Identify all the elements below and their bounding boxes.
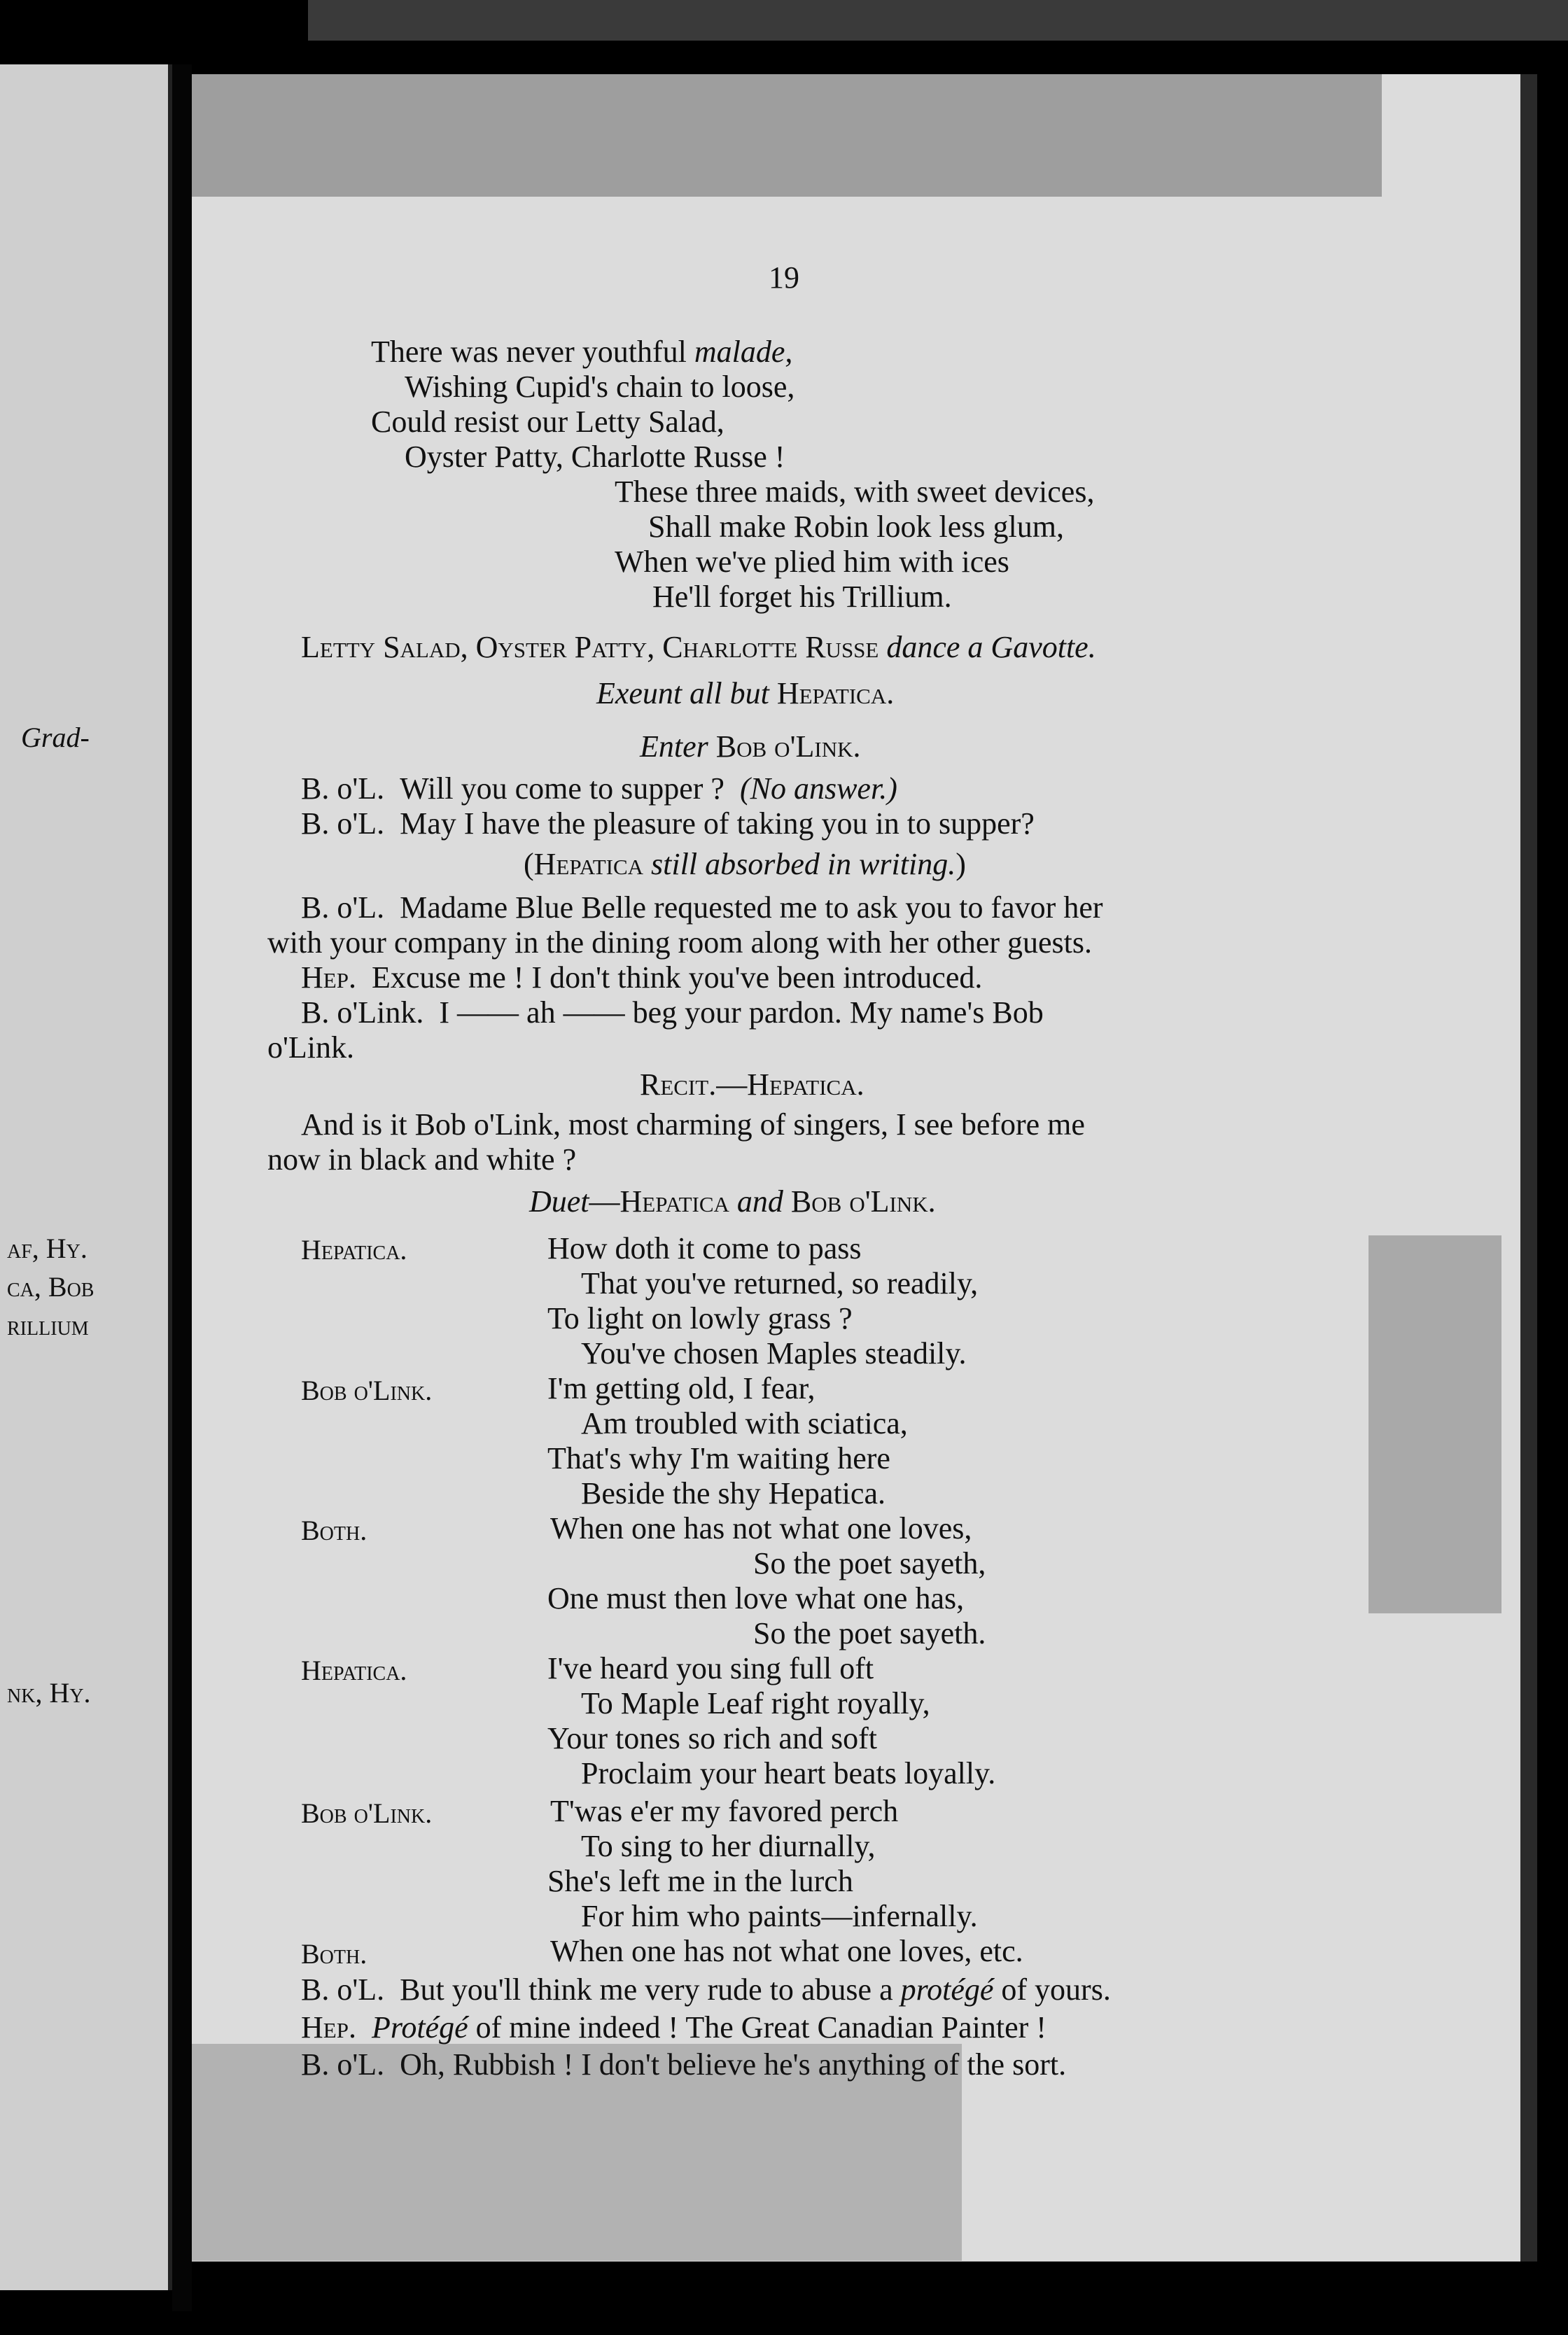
dialogue-line: Hep. Excuse me ! I don't think you've been introduced. <box>301 960 983 995</box>
verse-line: These three maids, with sweet devices, <box>615 475 1095 509</box>
verse-line: There was never youthful malade, <box>371 335 793 369</box>
verse-line: When we've plied him with ices <box>615 545 1009 579</box>
dialogue-line: with your company in the dining room along with her other guests. <box>267 925 1093 960</box>
dialogue-line: o'Link. <box>267 1030 355 1065</box>
verse-line: Shall make Robin look less glum, <box>648 510 1064 544</box>
duet-line: Beside the shy Hepatica. <box>581 1476 886 1510</box>
duet-line: T'was e'er my favored perch <box>550 1794 899 1828</box>
duet-line: I'm getting old, I fear, <box>547 1371 816 1405</box>
duet-line: Proclaim your heart beats loyally. <box>581 1756 996 1790</box>
dialogue-line: B. o'L. Oh, Rubbish ! I don't believe he's anything of the sort. <box>301 2047 1067 2082</box>
page-number: 19 <box>769 260 799 295</box>
duet-heading: Duet—Hepatica and Bob o'Link. <box>529 1184 936 1219</box>
duet-line: I've heard you sing full oft <box>547 1651 874 1685</box>
dialogue-line: B. o'L. Will you come to supper ? (No answer.) <box>301 771 897 806</box>
duet-line: So the poet sayeth, <box>753 1546 986 1580</box>
stage-direction-exeunt: Exeunt all but Hepatica. <box>596 676 895 710</box>
duet-line: To light on lowly grass ? <box>547 1301 853 1335</box>
duet-line: That you've returned, so readily, <box>581 1266 979 1300</box>
scan-top-edge <box>308 0 1568 41</box>
duet-line: That's why I'm waiting here <box>547 1441 890 1475</box>
page-right-edge <box>1520 74 1537 2262</box>
duet-line: So the poet sayeth. <box>753 1616 986 1650</box>
duet-speaker: Bob o'Link. <box>301 1797 433 1829</box>
duet-line: How doth it come to pass <box>547 1231 862 1265</box>
duet-line: To sing to her diurnally, <box>581 1829 876 1863</box>
left-fragment-rillium: rillium <box>7 1310 89 1341</box>
left-fragment-grad: Grad- <box>21 722 90 753</box>
book-spine <box>172 64 192 2311</box>
duet-line: Am troubled with sciatica, <box>581 1406 908 1440</box>
dialogue-line: B. o'L. May I have the pleasure of taking you in to supper? <box>301 806 1035 841</box>
recit-heading: Recit.—Hepatica. <box>640 1067 864 1102</box>
page-top-shadow <box>192 74 1382 197</box>
stage-direction-gavotte: Letty Salad, Oyster Patty, Charlotte Russe dance a Gavotte. <box>301 630 1096 664</box>
duet-line: When one has not what one loves, etc. <box>550 1934 1023 1968</box>
dialogue-line: Hep. Protégé of mine indeed ! The Great Canadian Painter ! <box>301 2010 1046 2045</box>
duet-line: She's left me in the lurch <box>547 1864 853 1898</box>
page-stain <box>1368 1235 1502 1613</box>
left-fragment-ca: ca, Bob <box>7 1271 94 1303</box>
duet-speaker: Hepatica. <box>301 1234 407 1265</box>
duet-speaker: Hepatica. <box>301 1655 407 1686</box>
stage-direction-enter: Enter Bob o'Link. <box>640 729 861 764</box>
verse-line: Oyster Patty, Charlotte Russe ! <box>405 440 785 474</box>
duet-speaker: Both. <box>301 1515 368 1546</box>
verse-line: Could resist our Letty Salad, <box>371 405 724 439</box>
left-fragment-af: af, Hy. <box>7 1233 88 1264</box>
left-fragment-nk: nk, Hy. <box>7 1677 91 1709</box>
duet-line: You've chosen Maples steadily. <box>581 1336 967 1370</box>
stage-direction-absorbed: (Hepatica still absorbed in writing.) <box>524 847 966 881</box>
dialogue-line: B. o'L. But you'll think me very rude to abuse a protégé of yours. <box>301 1972 1111 2007</box>
dialogue-line: B. o'Link. I —— ah —— beg your pardon. My name's Bob <box>301 995 1044 1030</box>
duet-line: Your tones so rich and soft <box>547 1721 877 1755</box>
dialogue-line: And is it Bob o'Link, most charming of singers, I see before me <box>301 1107 1085 1142</box>
verse-line: Wishing Cupid's chain to loose, <box>405 370 795 404</box>
left-page <box>0 64 172 2290</box>
duet-line: To Maple Leaf right royally, <box>581 1686 930 1720</box>
duet-speaker: Both. <box>301 1938 368 1970</box>
duet-speaker: Bob o'Link. <box>301 1375 433 1406</box>
verse-line: He'll forget his Trillium. <box>652 580 952 614</box>
duet-line: When one has not what one loves, <box>550 1511 972 1545</box>
dialogue-line: B. o'L. Madame Blue Belle requested me to ask you to favor her <box>301 890 1103 925</box>
duet-line: For him who paints—infernally. <box>581 1899 978 1933</box>
duet-line: One must then love what one has, <box>547 1581 965 1615</box>
dialogue-line: now in black and white ? <box>267 1142 577 1177</box>
